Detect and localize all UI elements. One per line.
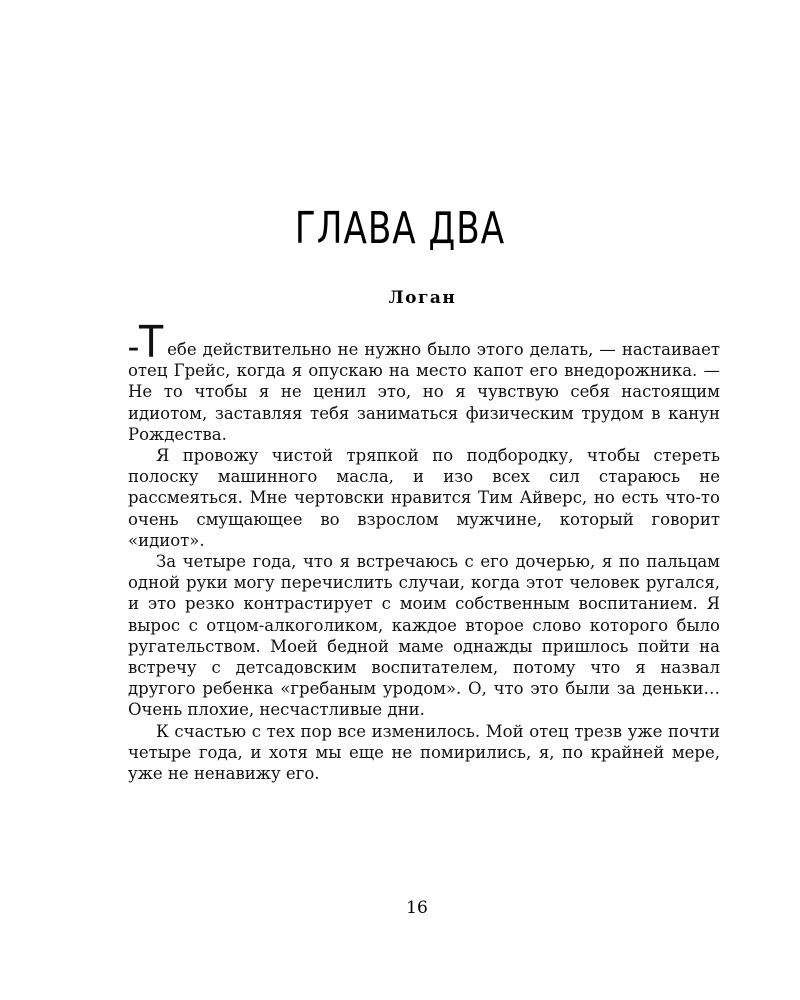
paragraph-1	[128, 317, 720, 445]
drop-cap-dash: –	[128, 336, 139, 361]
chapter-narrator: Логан	[388, 288, 457, 308]
chapter-title: ГЛАВА ДВА	[294, 202, 506, 254]
paragraph-4: К счастью с тех пор все изменилось. Мой отец трезв уже почти четыре года, и хотя мы еще не помирились, я, по крайней мере, уже не ненавижу его.	[128, 721, 720, 784]
paragraph-2: Я провожу чистой тряпкой по подбородку, чтобы стереть полоску машинного масла, и изо всех сил стараюсь не рассмеяться. Мне чертовски нравится Тим Айверс, но есть что-то очень смущающее во взрослом мужчине, который говорит «идиот».	[128, 446, 720, 550]
paragraph-3: За четыре года, что я встречаюсь с его дочерью, я по пальцам одной руки могу перечислить случаи, когда этот человек ругался, и это резко контрастирует с моим собственным воспитанием. Я вырос с отцом-алкоголиком, каждое второе слово которого было ругательством. Моей бедной маме однажды пришлось пойти на встречу с детсадовским воспитателем, потому что я назвал другого ребенка «гребаным уродом». О, что это были за деньки… Очень плохие, несчастливые дни.	[128, 552, 720, 720]
drop-cap-letter: Т	[139, 317, 164, 368]
chapter-body	[128, 317, 720, 784]
paragraph-1-text: ебе действительно не нужно было этого делать, — настаивает отец Грейс, когда я опускаю на место капот его внедорожника. — Не то чтобы я не ценил это, но я чувствую себя настоящим идиотом, заставляя тебя заниматься физическим трудом в канун Рождества.	[128, 340, 720, 444]
page-number: 16	[406, 898, 428, 918]
drop-cap	[128, 317, 167, 368]
